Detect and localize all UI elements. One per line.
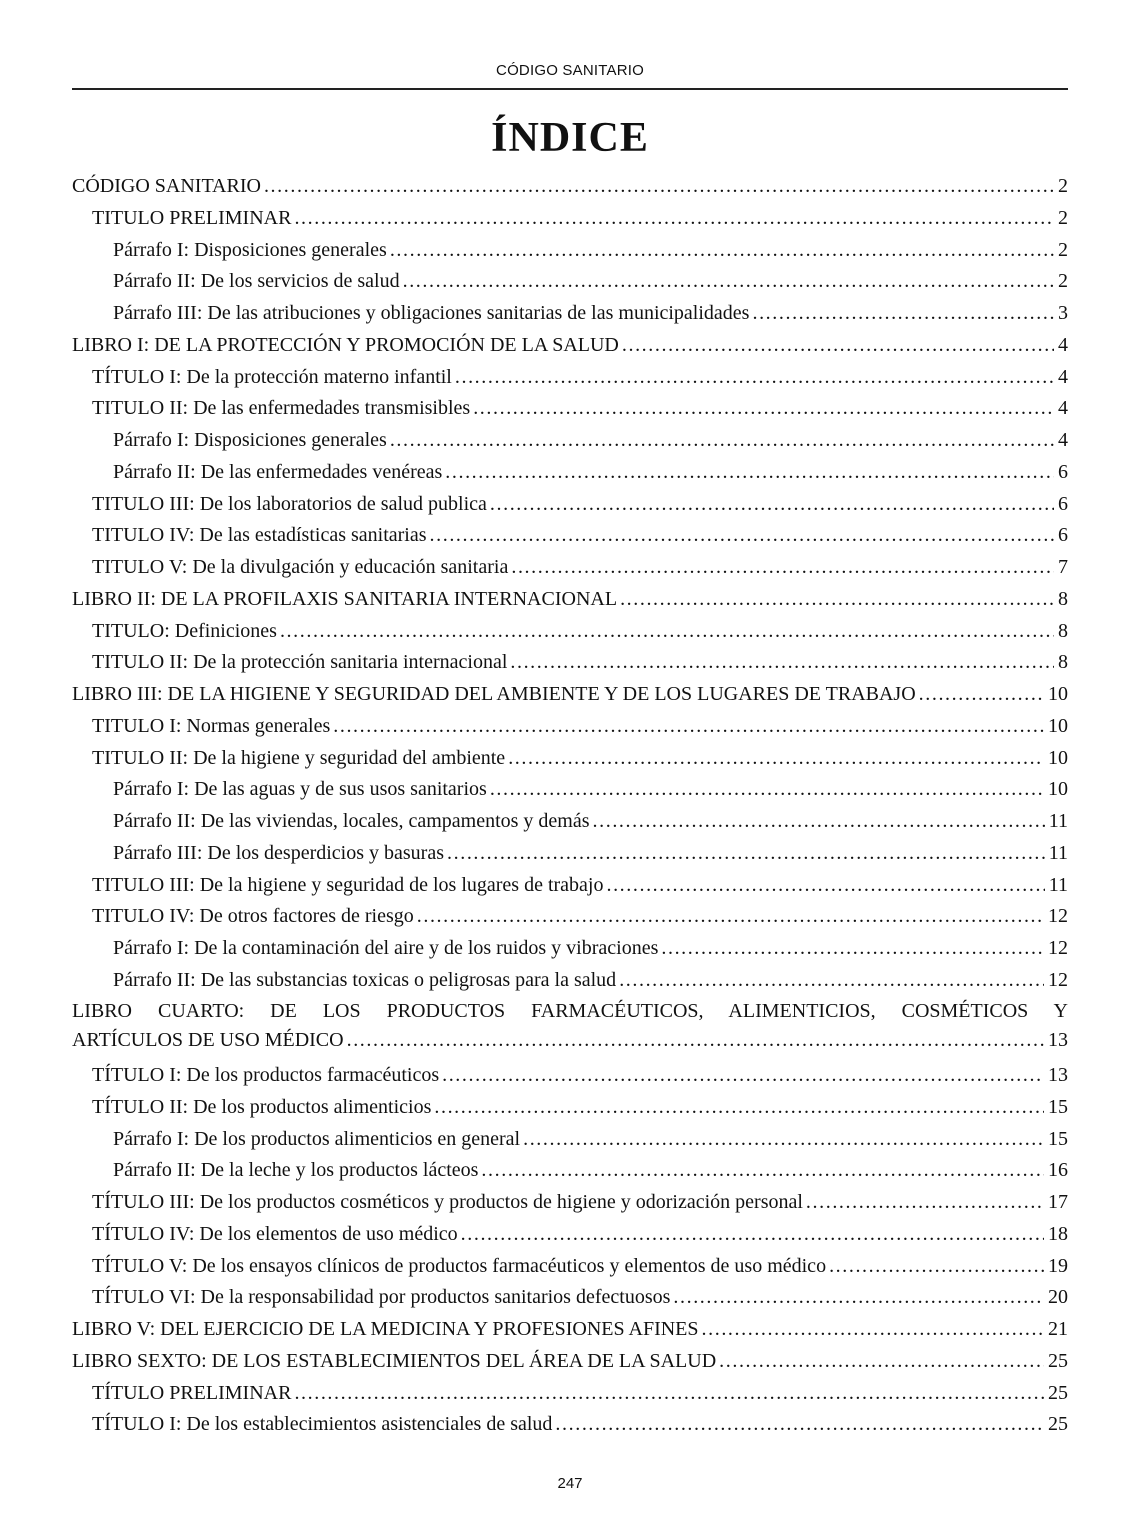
toc-entry-page: 6 — [1058, 492, 1068, 515]
toc-entry-label: Párrafo II: De las enfermedades venéreas — [113, 460, 443, 483]
toc-entry — [72, 266, 1068, 298]
toc-entry — [72, 425, 1068, 457]
toc-leader-dots — [445, 457, 1054, 489]
toc-entry-label: LIBRO III: DE LA HIGIENE Y SEGURIDAD DEL AMBIENTE Y DE LOS LUGARES DE TRABAJO — [72, 683, 916, 705]
toc-entry-label: TÍTULO VI: De la responsabilidad por productos sanitarios defectuosos — [92, 1286, 671, 1309]
toc-entry-label: TITULO III: De los laboratorios de salud publica — [92, 492, 487, 515]
toc-leader-dots — [619, 965, 1044, 997]
toc-entry-label: TITULO III: De la higiene y seguridad de los lugares de trabajo — [92, 873, 604, 896]
toc-entry — [72, 901, 1068, 933]
toc-leader-dots — [661, 933, 1044, 965]
toc-leader-dots — [510, 647, 1054, 679]
toc-leader-dots — [622, 330, 1054, 362]
toc-entry — [72, 711, 1068, 743]
toc-entry-page: 15 — [1048, 1127, 1068, 1150]
toc-list — [72, 171, 1068, 1441]
toc-entry — [72, 1187, 1068, 1219]
toc-entry-page: 4 — [1058, 397, 1068, 420]
toc-entry-page: 4 — [1058, 333, 1068, 356]
toc-entry — [72, 774, 1068, 806]
toc-leader-dots — [264, 171, 1054, 203]
toc-entry-page: 3 — [1058, 302, 1068, 324]
toc-entry-label: TÍTULO IV: De los elementos de uso médico — [92, 1222, 458, 1245]
toc-entry-page: 15 — [1048, 1095, 1068, 1118]
toc-leader-dots — [417, 901, 1044, 933]
toc-entry-page: 7 — [1058, 556, 1068, 578]
toc-entry-page: 8 — [1058, 651, 1068, 674]
toc-leader-dots — [490, 489, 1054, 521]
toc-entry — [72, 1314, 1068, 1346]
toc-entry-label: TITULO II: De las enfermedades transmisibles — [92, 397, 471, 420]
toc-entry-page: 2 — [1058, 238, 1068, 261]
toc-entry-page: 4 — [1058, 429, 1068, 451]
toc-entry-page: 19 — [1048, 1254, 1068, 1277]
toc-entry-page: 8 — [1058, 619, 1068, 642]
toc-entry — [72, 1282, 1068, 1314]
toc-entry-label: Párrafo II: De las substancias toxicas o peligrosas para la salud — [113, 968, 617, 991]
toc-leader-dots — [430, 520, 1054, 552]
toc-entry — [72, 203, 1068, 235]
toc-entry-label: LIBRO II: DE LA PROFILAXIS SANITARIA INTERNACIONAL — [72, 587, 618, 610]
toc-entry-label: TITULO: Definiciones — [92, 619, 277, 642]
toc-entry-label: Párrafo I: De los productos alimenticios en general — [113, 1127, 521, 1150]
toc-entry-label: Párrafo I: De la contaminación del aire y de los ruidos y vibraciones — [113, 937, 659, 959]
toc-entry-label: TÍTULO I: De los productos farmacéuticos — [92, 1064, 440, 1086]
toc-entry — [72, 171, 1068, 203]
toc-entry — [72, 870, 1068, 902]
toc-leader-dots — [702, 1314, 1044, 1346]
toc-leader-dots — [481, 1155, 1044, 1187]
toc-entry-label: Párrafo I: De las aguas y de sus usos sanitarios — [113, 778, 487, 801]
toc-entry-label: LIBRO SEXTO: DE LOS ESTABLECIMIENTOS DEL ÁREA DE LA SALUD — [72, 1349, 717, 1372]
toc-entry-label: Párrafo II: De la leche y los productos lácteos — [113, 1159, 479, 1182]
toc-entry — [72, 362, 1068, 394]
toc-leader-dots — [752, 298, 1054, 330]
toc-leader-dots — [280, 616, 1054, 648]
toc-leader-dots — [829, 1251, 1044, 1283]
toc-entry — [72, 679, 1068, 711]
toc-entry-page: 11 — [1048, 841, 1068, 864]
toc-entry-page: 21 — [1048, 1318, 1068, 1340]
toc-entry — [72, 489, 1068, 521]
page-number-footer: 247 — [557, 1475, 583, 1492]
toc-entry-label: TÍTULO I: De la protección materno infantil — [92, 365, 452, 388]
toc-leader-dots — [511, 552, 1054, 584]
toc-entry — [72, 1409, 1068, 1441]
toc-leader-dots — [719, 1346, 1044, 1378]
toc-leader-dots — [523, 1124, 1044, 1156]
toc-entry — [72, 235, 1068, 267]
toc-entry-page: 2 — [1058, 175, 1068, 197]
toc-leader-dots — [294, 1378, 1044, 1410]
toc-entry-page: 10 — [1048, 746, 1068, 769]
toc-entry-label: Párrafo III: De las atribuciones y obligaciones sanitarias de las municipalidades — [113, 302, 750, 324]
toc-entry-page: 11 — [1048, 810, 1068, 832]
toc-entry-label: TÍTULO I: De los establecimientos asistenciales de salud — [92, 1413, 553, 1436]
toc-leader-dots — [673, 1282, 1044, 1314]
toc-entry-page: 20 — [1048, 1286, 1068, 1309]
toc-entry-label: TITULO IV: De las estadísticas sanitarias — [92, 524, 427, 547]
toc-leader-dots — [508, 743, 1044, 775]
toc-entry — [72, 1092, 1068, 1124]
toc-entry-label: LIBRO I: DE LA PROTECCIÓN Y PROMOCIÓN DE LA SALUD — [72, 333, 619, 356]
toc-entry-page: 11 — [1048, 873, 1068, 896]
toc-entry — [72, 1026, 1068, 1055]
toc-entry — [72, 933, 1068, 965]
toc-entry-page: 25 — [1048, 1413, 1068, 1436]
toc-leader-dots — [919, 679, 1044, 711]
toc-leader-dots — [606, 870, 1044, 902]
toc-entry — [72, 393, 1068, 425]
toc-leader-dots — [403, 266, 1054, 298]
toc-leader-dots — [593, 806, 1045, 838]
toc-entry-label: CÓDIGO SANITARIO — [72, 175, 261, 197]
toc-entry-page: 2 — [1058, 206, 1068, 229]
toc-entry-line1: LIBRO CUARTO: DE LOS PRODUCTOS FARMACÉUTICOS, ALIMENTICIOS, COSMÉTICOS Y — [72, 999, 1068, 1022]
toc-leader-dots — [620, 584, 1054, 616]
toc-entry-label: TITULO PRELIMINAR — [92, 206, 292, 229]
toc-leader-dots — [473, 393, 1054, 425]
toc-entry-page: 2 — [1058, 270, 1068, 293]
toc-leader-dots — [455, 362, 1054, 394]
toc-entry — [72, 647, 1068, 679]
toc-entry-label: TÍTULO II: De los productos alimenticios — [92, 1095, 432, 1118]
toc-entry-page: 6 — [1058, 460, 1068, 483]
toc-leader-dots — [390, 235, 1054, 267]
toc-entry-label: Párrafo I: Disposiciones generales — [113, 429, 387, 451]
toc-entry — [72, 743, 1068, 775]
toc-entry-page: 12 — [1048, 968, 1068, 991]
toc-leader-dots — [333, 711, 1044, 743]
toc-leader-dots — [490, 774, 1044, 806]
toc-entry-label: TITULO IV: De otros factores de riesgo — [92, 905, 414, 928]
toc-entry — [72, 1251, 1068, 1283]
toc-entry-page: 10 — [1048, 683, 1068, 705]
toc-leader-dots — [347, 1026, 1044, 1055]
toc-leader-dots — [434, 1092, 1044, 1124]
toc-entry — [72, 1155, 1068, 1187]
toc-entry-page: 12 — [1048, 905, 1068, 928]
toc-entry-label: TITULO V: De la divulgación y educación sanitaria — [92, 556, 509, 578]
running-header: CÓDIGO SANITARIO — [496, 62, 644, 79]
toc-entry — [72, 552, 1068, 584]
toc-leader-dots — [447, 838, 1045, 870]
toc-entry-page: 18 — [1048, 1222, 1068, 1245]
toc-entry-label: Párrafo III: De los desperdicios y basuras — [113, 841, 445, 864]
toc-entry — [72, 1060, 1068, 1092]
toc-entry-multiline — [72, 997, 1068, 1055]
toc-leader-dots — [555, 1409, 1044, 1441]
toc-entry — [72, 457, 1068, 489]
toc-entry-page: 10 — [1048, 778, 1068, 801]
toc-leader-dots — [461, 1219, 1044, 1251]
toc-entry — [72, 1219, 1068, 1251]
toc-leader-dots — [442, 1060, 1044, 1092]
toc-entry-page: 16 — [1048, 1159, 1068, 1182]
toc-entry-label: TITULO I: Normas generales — [92, 714, 331, 737]
toc-entry — [72, 520, 1068, 552]
toc-entry-label: Párrafo II: De las viviendas, locales, campamentos y demás — [113, 810, 590, 832]
toc-entry-label: TÍTULO V: De los ensayos clínicos de productos farmacéuticos y elementos de uso médico — [92, 1254, 827, 1277]
toc-leader-dots — [806, 1187, 1044, 1219]
toc-entry — [72, 616, 1068, 648]
toc-entry-page: 6 — [1058, 524, 1068, 547]
toc-entry-label: TITULO II: De la higiene y seguridad del ambiente — [92, 746, 506, 769]
toc-entry-label: TÍTULO PRELIMINAR — [92, 1381, 292, 1404]
toc-entry-page: 17 — [1048, 1191, 1068, 1213]
toc-entry — [72, 330, 1068, 362]
toc-entry-page: 8 — [1058, 587, 1068, 610]
toc-entry — [72, 584, 1068, 616]
toc-entry-page: 25 — [1048, 1349, 1068, 1372]
toc-entry-page: 10 — [1048, 714, 1068, 737]
toc-entry — [72, 1124, 1068, 1156]
header-rule — [72, 88, 1068, 90]
toc-leader-dots — [294, 203, 1054, 235]
toc-entry — [72, 806, 1068, 838]
toc-entry-label: TITULO II: De la protección sanitaria internacional — [92, 651, 508, 674]
page-title: ÍNDICE — [491, 115, 649, 161]
toc-entry-label: TÍTULO III: De los productos cosméticos y productos de higiene y odorización personal — [92, 1191, 803, 1213]
toc-entry-label: LIBRO V: DEL EJERCICIO DE LA MEDICINA Y PROFESIONES AFINES — [72, 1318, 699, 1340]
toc-entry-page: 25 — [1048, 1381, 1068, 1404]
toc-entry-page: 12 — [1048, 937, 1068, 959]
toc-entry — [72, 1346, 1068, 1378]
toc-entry-label: Párrafo I: Disposiciones generales — [113, 238, 387, 261]
toc-entry-page: 13 — [1048, 1064, 1068, 1086]
toc-entry-page: 13 — [1048, 1028, 1068, 1051]
toc-leader-dots — [390, 425, 1054, 457]
toc-entry-label: ARTÍCULOS DE USO MÉDICO — [72, 1028, 344, 1051]
toc-entry-page: 4 — [1058, 365, 1068, 388]
toc-entry — [72, 1378, 1068, 1410]
toc-entry — [72, 298, 1068, 330]
toc-entry-label: Párrafo II: De los servicios de salud — [113, 270, 400, 293]
toc-entry — [72, 838, 1068, 870]
toc-entry — [72, 965, 1068, 997]
